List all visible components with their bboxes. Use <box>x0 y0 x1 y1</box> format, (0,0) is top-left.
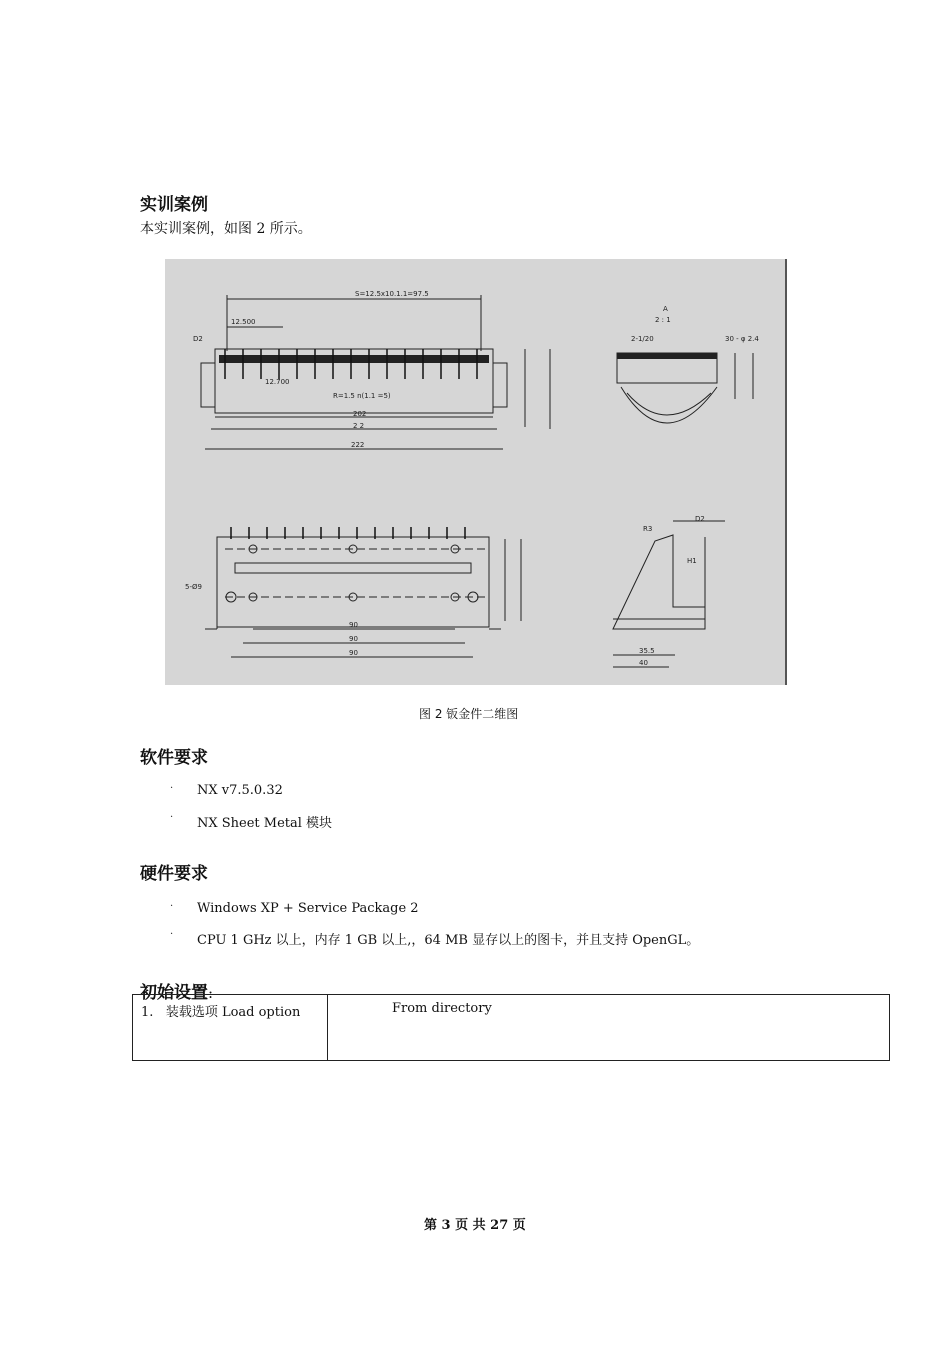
label-side-d2: D2 <box>695 515 705 523</box>
label-inner-note: R=1.5 n(1.1 =5) <box>333 392 391 400</box>
label-side-dim2: 40 <box>639 659 648 667</box>
view-a <box>617 305 759 423</box>
setup-row-number: 1. <box>141 1005 154 1020</box>
bullet-dot: · <box>170 929 174 940</box>
label-side-r3: R3 <box>643 525 653 533</box>
label-view-label: 2-1/20 <box>631 335 654 343</box>
section-heading-case: 实训案例 <box>140 195 208 215</box>
page-footer: 第 3 页 共 27 页 <box>424 1218 526 1233</box>
label-view-scale: 2 : 1 <box>655 316 671 324</box>
case-intro-text: 本实训案例，如图 2 所示。 <box>140 221 312 237</box>
drawing-svg <box>165 259 785 685</box>
sheet-metal-drawing <box>165 259 787 685</box>
table-row <box>133 995 890 1061</box>
label-bottom-90c: 90 <box>349 649 358 657</box>
section-heading-software: 软件要求 <box>140 748 208 768</box>
label-top-overall: S=12.5x10.1.1=97.5 <box>355 290 429 298</box>
bottom-view <box>185 527 521 657</box>
heading-colon: : <box>208 984 214 1002</box>
side-view <box>613 515 725 667</box>
software-item-text: NX Sheet Metal 模块 <box>197 816 333 831</box>
label-d2: D2 <box>193 335 203 343</box>
label-side-dim: 35.5 <box>639 647 655 655</box>
label-202: 202 <box>353 410 367 418</box>
bullet-dot: · <box>170 812 174 823</box>
label-hole-spec: 30 - φ 2.4 <box>725 335 759 343</box>
label-left-pitch: 12.500 <box>231 318 256 326</box>
figure-caption: 图 2 钣金件二维图 <box>419 707 519 721</box>
section-heading-hardware: 硬件要求 <box>140 864 208 884</box>
label-side-h1: H1 <box>687 557 697 565</box>
label-bottom-90a: 90 <box>349 621 358 629</box>
front-view <box>193 290 550 449</box>
bullet-dot: · <box>170 783 174 794</box>
setup-value-cell <box>328 995 890 1061</box>
setup-option-label: 装载选项 Load option <box>165 1005 301 1020</box>
setup-table <box>132 994 890 1061</box>
bullet-dot: · <box>170 901 174 912</box>
label-2: 2 2 <box>353 422 365 430</box>
label-222: 222 <box>351 441 365 449</box>
hardware-item-text: CPU 1 GHz 以上，内存 1 GB 以上,，64 MB 显存以上的图卡，并且支持 OpenGL。 <box>197 933 700 948</box>
hardware-item-text: Windows XP + Service Package 2 <box>197 901 419 916</box>
setup-option-cell <box>133 995 328 1061</box>
software-item-text: NX v7.5.0.32 <box>197 783 283 798</box>
setup-option-value: From directory <box>392 1001 492 1016</box>
section-heading-setup: 初始设置 <box>140 983 208 1003</box>
label-bottom-90b: 90 <box>349 635 358 643</box>
label-view-a: A <box>663 305 668 313</box>
label-hole-note: 12.700 <box>265 378 290 386</box>
label-side-note: 5-Ø9 <box>185 583 202 591</box>
